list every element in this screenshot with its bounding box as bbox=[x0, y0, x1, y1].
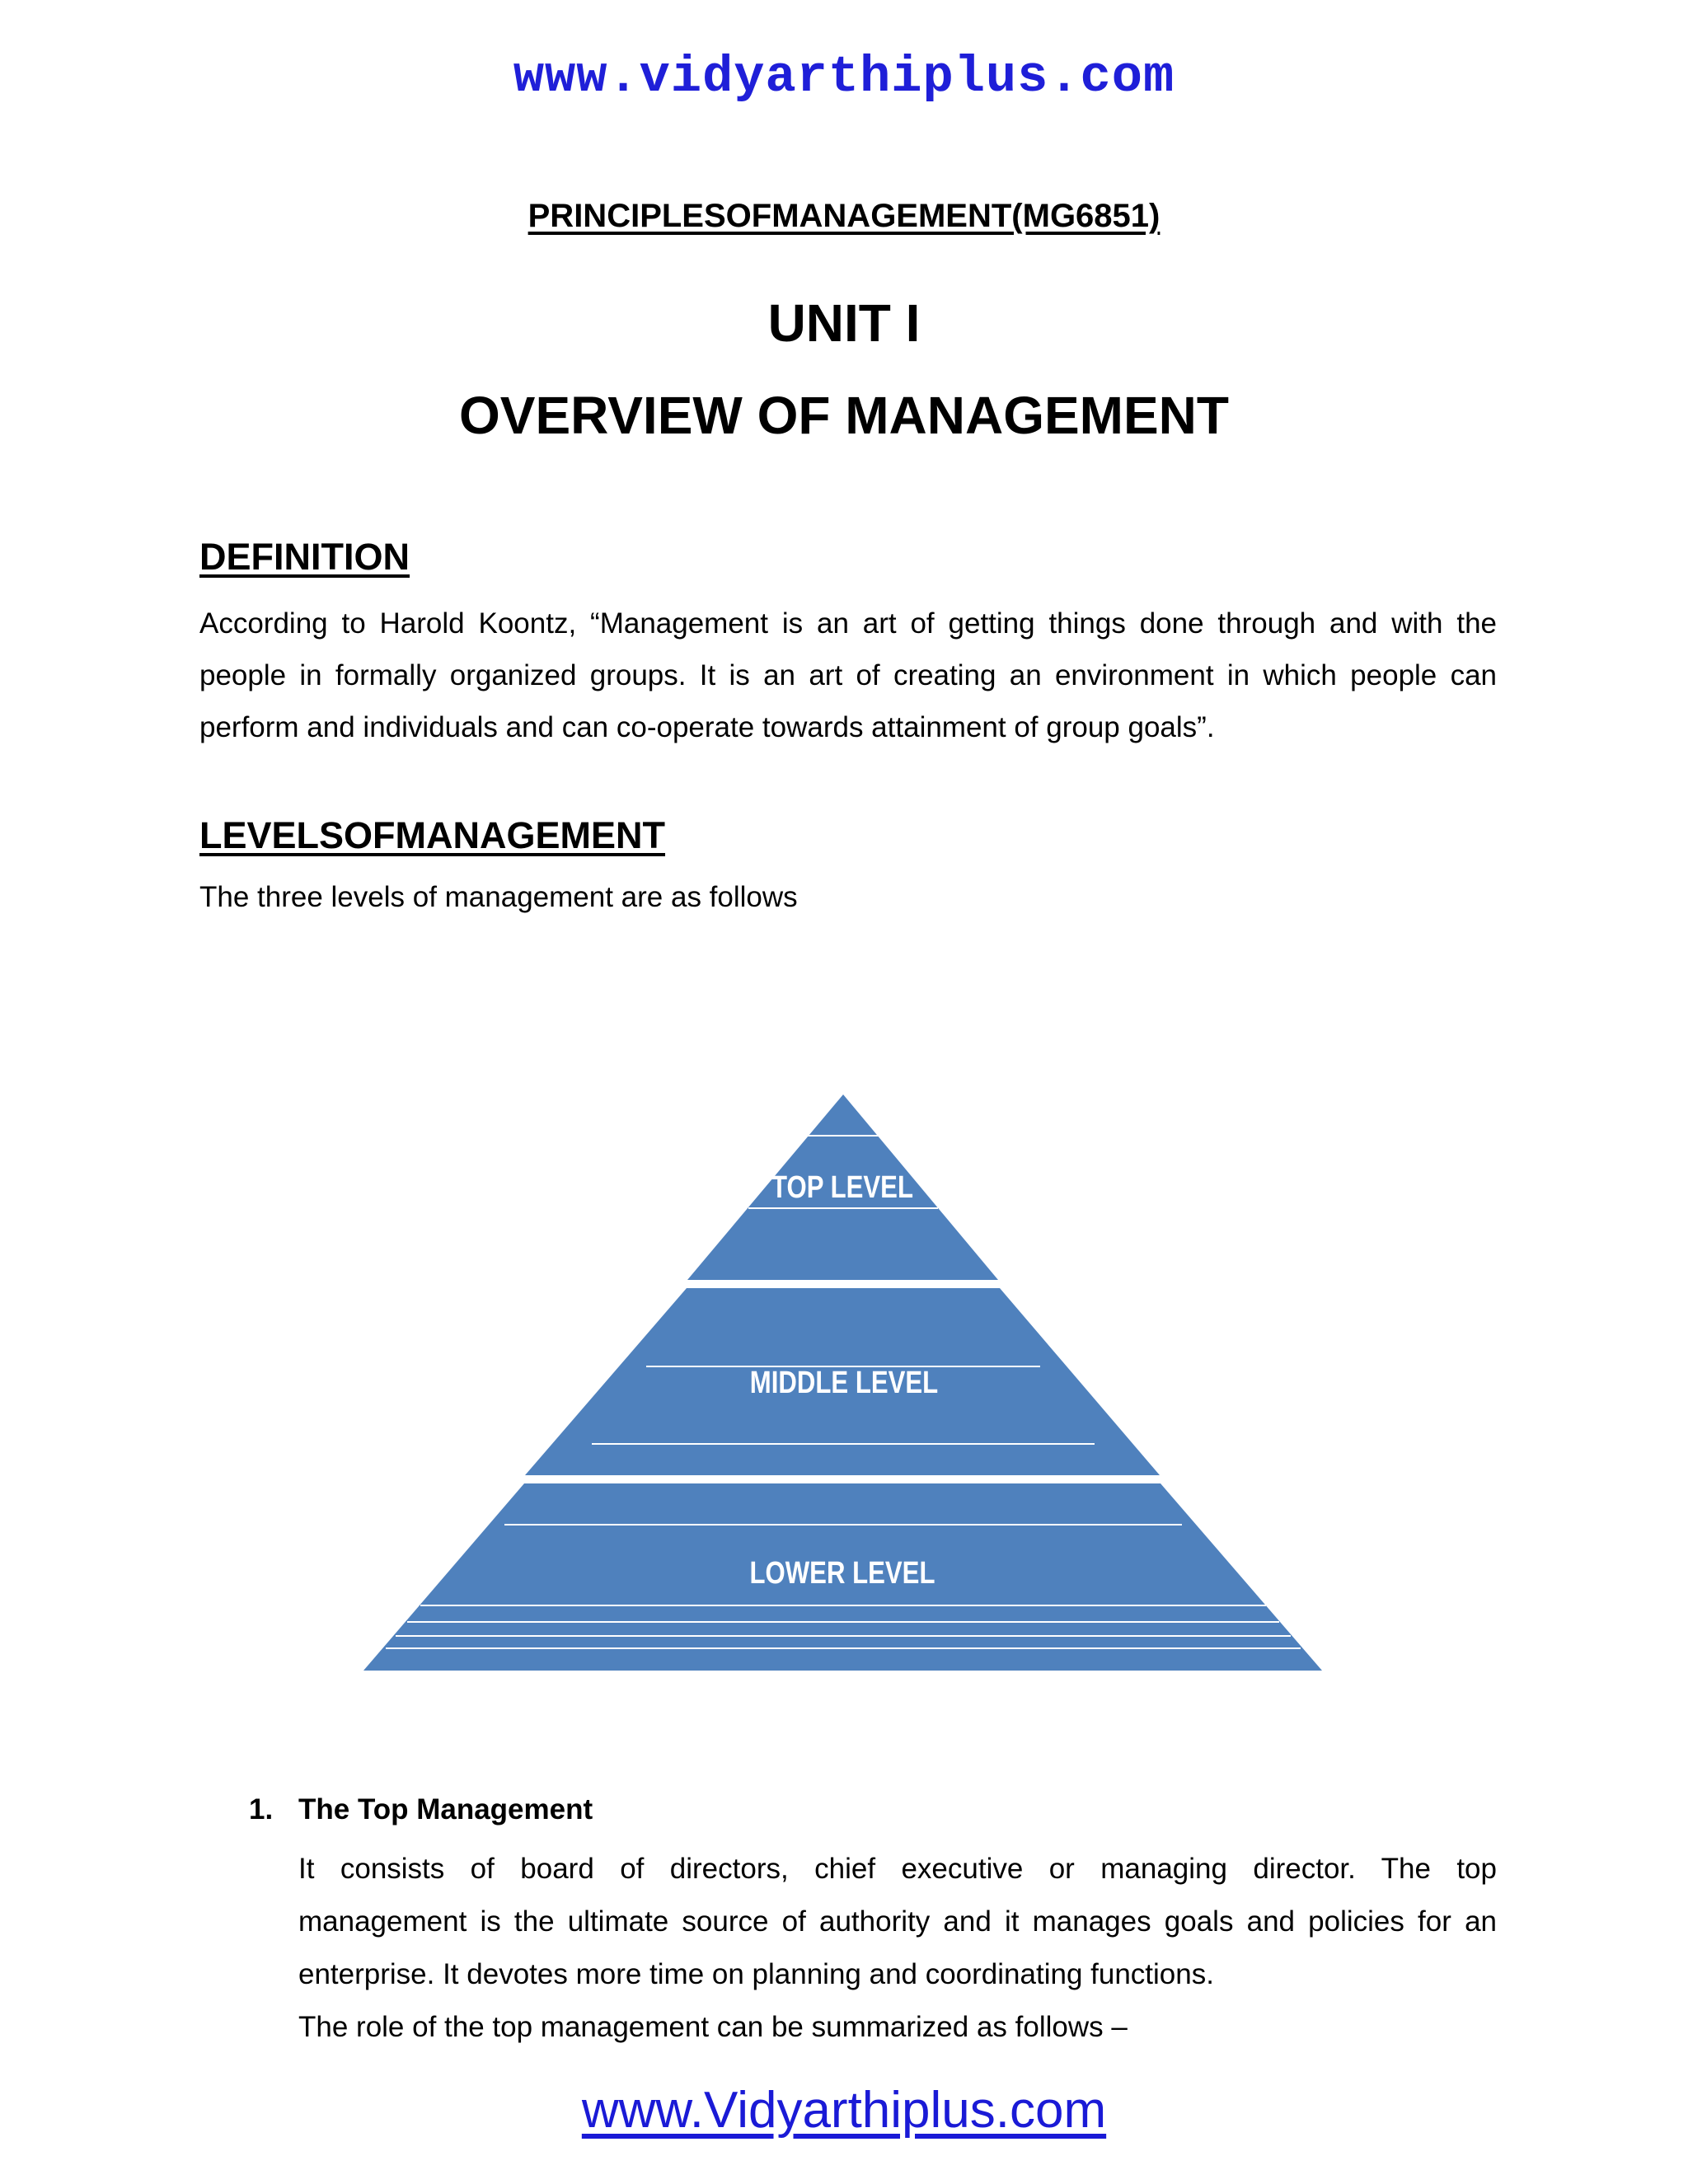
definition-line: people in formally organized groups. It is an art of creating an environment in which people can bbox=[199, 659, 1497, 691]
course-title: PRINCIPLESOFMANAGEMENT(MG6851) bbox=[528, 198, 1160, 234]
paragraph-line: enterprise. It devotes more time on planning and coordinating functions. bbox=[298, 1958, 1214, 1990]
pyramid-label-lower: LOWER LEVEL bbox=[749, 1556, 935, 1591]
pyramid-label-middle: MIDDLE LEVEL bbox=[749, 1366, 939, 1400]
unit-title: UNIT I bbox=[767, 293, 921, 353]
definition-line: perform and individuals and can co-operate towards attainment of group goals”. bbox=[199, 711, 1215, 743]
top-management-paragraph bbox=[298, 1843, 1497, 2054]
header-url[interactable]: www.vidyarthiplus.com bbox=[513, 48, 1175, 106]
list-item-title: The Top Management bbox=[298, 1793, 593, 1825]
footer-url[interactable]: www.Vidyarthiplus.com bbox=[581, 2082, 1107, 2139]
definition-line: According to Harold Koontz, “Management is an art of getting things done through and with the bbox=[199, 607, 1497, 640]
overview-title: OVERVIEW OF MANAGEMENT bbox=[459, 386, 1229, 445]
definition-heading: DEFINITION bbox=[199, 536, 410, 578]
paragraph-line: The role of the top management can be summarized as follows – bbox=[298, 2011, 1128, 2043]
levels-heading: LEVELSOFMANAGEMENT bbox=[199, 814, 666, 856]
levels-intro: The three levels of management are as follows bbox=[199, 881, 798, 913]
paragraph-line: It consists of board of directors, chief executive or managing director. The top bbox=[298, 1853, 1497, 1885]
pyramid-label-top: TOP LEVEL bbox=[771, 1170, 913, 1205]
paragraph-line: management is the ultimate source of authority and it manages goals and policies for an bbox=[298, 1905, 1497, 1938]
list-item-number: 1. bbox=[249, 1793, 274, 1825]
